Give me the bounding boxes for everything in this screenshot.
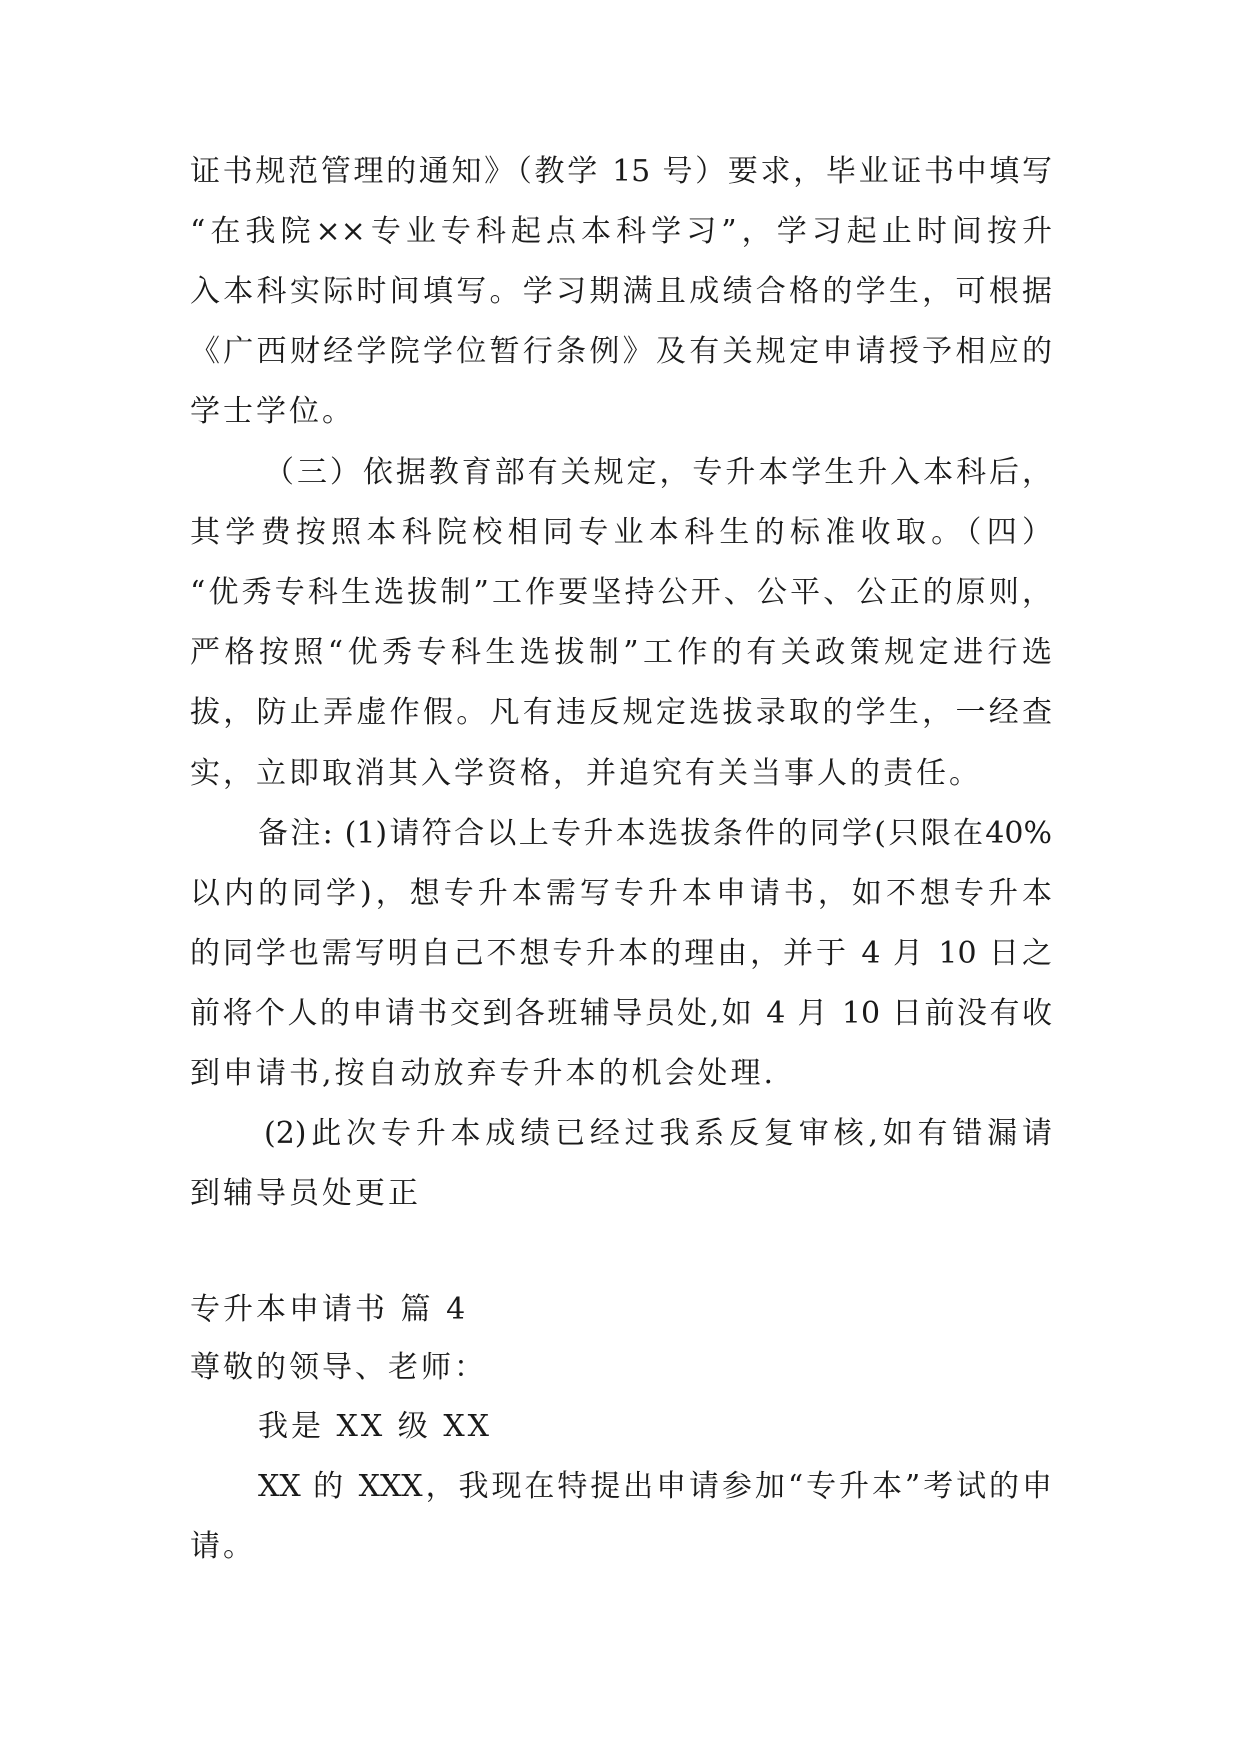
- text-line: “优秀专科生选拔制”工作要坚持公开、公平、公正的原则，: [190, 575, 1052, 610]
- text-line: 拔，防止弄虚作假。凡有违反规定选拔录取的学生，一经查: [190, 695, 1052, 730]
- text-line: 入本科实际时间填写。学习期满且成绩合格的学生，可根据: [190, 274, 1052, 309]
- text-line: 其学费按照本科院校相同专业本科生的标准收取。（四）: [190, 515, 1052, 550]
- text-line: 的同学也需写明自己不想专升本的理由，并于 4 月 10 日之: [190, 936, 1052, 971]
- text-line: 学士学位。: [190, 394, 355, 429]
- text-line: 我是 XX 级 XX: [258, 1409, 493, 1444]
- text-line: （三）依据教育部有关规定，专升本学生升入本科后，: [264, 455, 1052, 490]
- text-line: 证书规范管理的通知》（教学 15 号）要求，毕业证书中填写: [190, 154, 1052, 189]
- text-line: 《广西财经学院学位暂行条例》及有关规定申请授予相应的: [190, 334, 1052, 369]
- text-line: XX 的 XXX，我现在特提出申请参加“专升本”考试的申: [258, 1469, 1052, 1504]
- section-heading: 专升本申请书 篇 4: [190, 1292, 469, 1327]
- text-line: 备注: (1)请符合以上专升本选拔条件的同学(只限在40%: [258, 816, 1052, 851]
- text-line: 请。: [190, 1529, 256, 1564]
- text-line: 严格按照“优秀专科生选拔制”工作的有关政策规定进行选: [190, 635, 1052, 670]
- text-line: 以内的同学)，想专升本需写专升本申请书，如不想专升本: [190, 876, 1052, 911]
- text-line: (2)此次专升本成绩已经过我系反复审核,如有错漏请: [264, 1116, 1052, 1151]
- text-line: 到申请书,按自动放弃专升本的机会处理.: [190, 1056, 777, 1091]
- text-line: 实，立即取消其入学资格，并追究有关当事人的责任。: [190, 756, 982, 791]
- salutation: 尊敬的领导、老师：: [190, 1350, 487, 1385]
- text-line: “在我院××专业专科起点本科学习”，学习起止时间按升: [190, 214, 1052, 249]
- text-line: 到辅导员处更正: [190, 1176, 421, 1211]
- text-line: 前将个人的申请书交到各班辅导员处,如 4 月 10 日前没有收: [190, 996, 1052, 1031]
